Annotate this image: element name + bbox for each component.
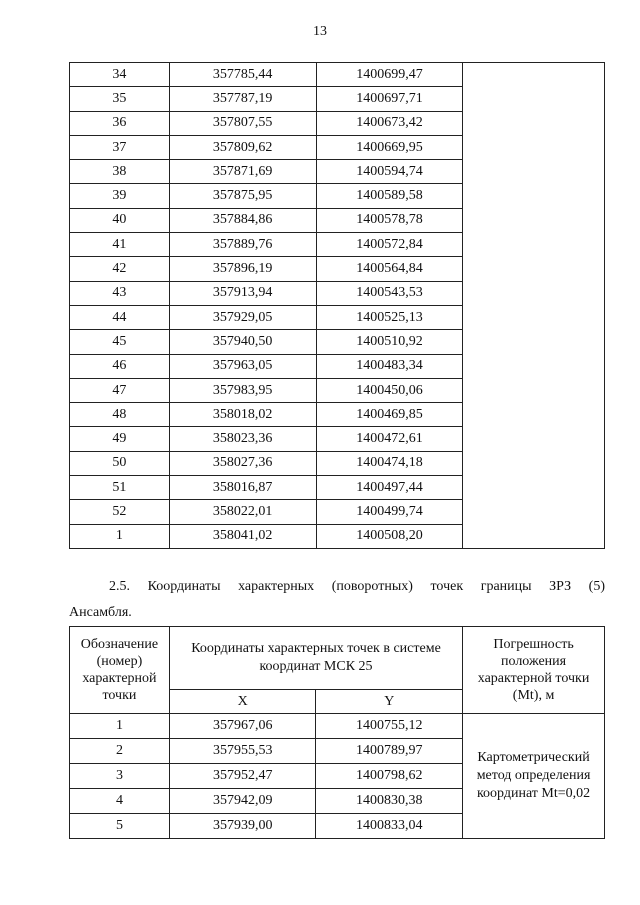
x-coordinate-cell: 357929,05 [169, 305, 316, 329]
y-coordinate-cell: 1400474,18 [316, 451, 463, 475]
header-y: Y [316, 690, 463, 714]
y-coordinate-cell: 1400578,78 [316, 208, 463, 232]
x-coordinate-cell: 357952,47 [169, 764, 316, 789]
y-coordinate-cell: 1400789,97 [316, 739, 463, 764]
y-coordinate-cell: 1400497,44 [316, 476, 463, 500]
y-coordinate-cell: 1400697,71 [316, 87, 463, 111]
page-number: 13 [313, 24, 327, 39]
point-number-cell: 50 [70, 451, 170, 475]
point-number-cell: 37 [70, 135, 170, 159]
section-heading [69, 574, 605, 626]
header-point-code: Обозначение (номер) характерной точки [70, 627, 170, 714]
y-coordinate-cell: 1400469,85 [316, 403, 463, 427]
point-number-cell: 1 [70, 714, 170, 739]
x-coordinate-cell: 357913,94 [169, 281, 316, 305]
section-heading-line1: 2.5. Координаты характерных (поворотных) точек границы ЗРЗ (5) [109, 579, 605, 594]
point-number-cell: 40 [70, 208, 170, 232]
y-coordinate-cell: 1400755,12 [316, 714, 463, 739]
point-number-cell: 51 [70, 476, 170, 500]
x-coordinate-cell: 357967,06 [169, 714, 316, 739]
point-number-cell: 43 [70, 281, 170, 305]
point-number-cell: 3 [70, 764, 170, 789]
point-number-cell: 42 [70, 257, 170, 281]
y-coordinate-cell: 1400450,06 [316, 378, 463, 402]
point-number-cell: 4 [70, 789, 170, 814]
y-coordinate-cell: 1400499,74 [316, 500, 463, 524]
point-number-cell: 48 [70, 403, 170, 427]
header-error: Погрешность положения характерной точки (Mt), м [463, 627, 605, 714]
point-number-cell: 36 [70, 111, 170, 135]
x-coordinate-cell: 357939,00 [169, 814, 316, 839]
point-number-cell: 39 [70, 184, 170, 208]
x-coordinate-cell: 357983,95 [169, 378, 316, 402]
point-number-cell: 52 [70, 500, 170, 524]
x-coordinate-cell: 358023,36 [169, 427, 316, 451]
y-coordinate-cell: 1400564,84 [316, 257, 463, 281]
x-coordinate-cell: 357787,19 [169, 87, 316, 111]
header-x: X [169, 690, 316, 714]
x-coordinate-cell: 357884,86 [169, 208, 316, 232]
point-number-cell: 46 [70, 354, 170, 378]
y-coordinate-cell: 1400508,20 [316, 524, 463, 548]
x-coordinate-cell: 357942,09 [169, 789, 316, 814]
x-coordinate-cell: 357807,55 [169, 111, 316, 135]
error-cell-empty [463, 63, 605, 549]
point-number-cell: 41 [70, 233, 170, 257]
y-coordinate-cell: 1400594,74 [316, 160, 463, 184]
point-number-cell: 38 [70, 160, 170, 184]
x-coordinate-cell: 357896,19 [169, 257, 316, 281]
x-coordinate-cell: 357785,44 [169, 63, 316, 87]
y-coordinate-cell: 1400525,13 [316, 305, 463, 329]
y-coordinate-cell: 1400673,42 [316, 111, 463, 135]
y-coordinate-cell: 1400510,92 [316, 330, 463, 354]
point-number-cell: 5 [70, 814, 170, 839]
y-coordinate-cell: 1400830,38 [316, 789, 463, 814]
x-coordinate-cell: 358041,02 [169, 524, 316, 548]
x-coordinate-cell: 357963,05 [169, 354, 316, 378]
x-coordinate-cell: 358016,87 [169, 476, 316, 500]
point-number-cell: 49 [70, 427, 170, 451]
coordinates-table-continued [69, 62, 605, 549]
y-coordinate-cell: 1400699,47 [316, 63, 463, 87]
coordinates-table-zrz [69, 626, 605, 839]
table-row [70, 714, 605, 739]
point-number-cell: 2 [70, 739, 170, 764]
x-coordinate-cell: 357940,50 [169, 330, 316, 354]
y-coordinate-cell: 1400798,62 [316, 764, 463, 789]
point-number-cell: 34 [70, 63, 170, 87]
y-coordinate-cell: 1400483,34 [316, 354, 463, 378]
x-coordinate-cell: 357809,62 [169, 135, 316, 159]
y-coordinate-cell: 1400669,95 [316, 135, 463, 159]
y-coordinate-cell: 1400572,84 [316, 233, 463, 257]
y-coordinate-cell: 1400833,04 [316, 814, 463, 839]
x-coordinate-cell: 357889,76 [169, 233, 316, 257]
x-coordinate-cell: 358018,02 [169, 403, 316, 427]
table-row [70, 63, 605, 87]
x-coordinate-cell: 357875,95 [169, 184, 316, 208]
section-heading-line2: Ансамбля. [69, 605, 132, 620]
point-number-cell: 47 [70, 378, 170, 402]
point-number-cell: 44 [70, 305, 170, 329]
x-coordinate-cell: 357955,53 [169, 739, 316, 764]
method-cell: Картометрический метод определения координат Mt=0,02 [463, 714, 605, 839]
x-coordinate-cell: 357871,69 [169, 160, 316, 184]
x-coordinate-cell: 358027,36 [169, 451, 316, 475]
point-number-cell: 35 [70, 87, 170, 111]
point-number-cell: 1 [70, 524, 170, 548]
y-coordinate-cell: 1400472,61 [316, 427, 463, 451]
header-coordinate-system: Координаты характерных точек в системе координат МСК 25 [169, 627, 462, 690]
y-coordinate-cell: 1400589,58 [316, 184, 463, 208]
y-coordinate-cell: 1400543,53 [316, 281, 463, 305]
point-number-cell: 45 [70, 330, 170, 354]
x-coordinate-cell: 358022,01 [169, 500, 316, 524]
